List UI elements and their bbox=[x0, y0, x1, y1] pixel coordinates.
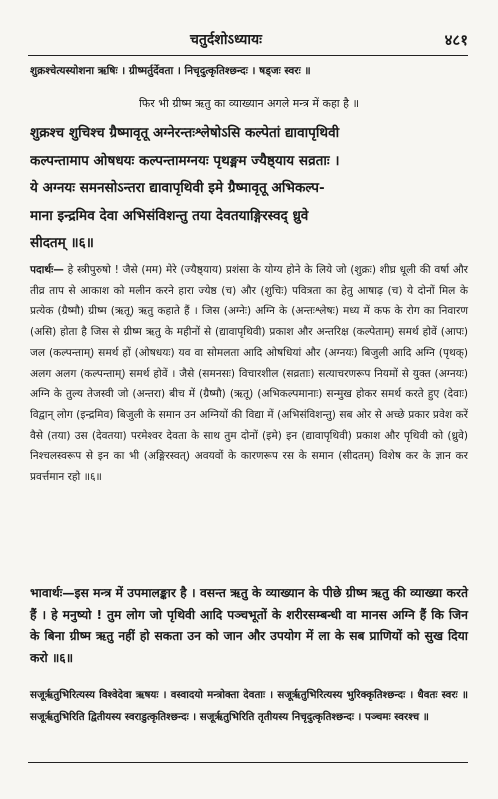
mantra-line: ये अग्नयः समनसोऽन्तरा द्यावापृथिवी इमे ग्रैष्मावृतू अभिकल्प- bbox=[30, 180, 325, 196]
mantra-line: सीदतम् ॥६॥ bbox=[30, 235, 94, 251]
mantra-block bbox=[30, 120, 470, 258]
mantra-line: कल्पन्तामाप ओषधयः कल्पन्तामग्नयः पृथङ्मम ज्यैष्ठ्याय सव्रताः । bbox=[30, 152, 340, 169]
page-header bbox=[0, 30, 498, 52]
rishi-devata-line: शुक्रश्चेत्यस्योशना ऋषिः । ग्रीष्मर्तुर्देवता । निचृदुत्कृतिश्छन्दः । षड्जः स्वरः ॥ bbox=[30, 65, 311, 77]
intro-line: फिर भी ग्रीष्म ऋतु का व्याख्यान अगले मन्त्र में कहा है ॥ bbox=[138, 97, 360, 110]
padartha-label: पदार्थः— bbox=[30, 264, 64, 276]
padartha-section bbox=[30, 260, 468, 488]
bhavartha-paragraph bbox=[30, 583, 468, 669]
padartha-text: हे स्त्रीपुरुषो ! जैसे (मम) मेरे (ज्यैष्ठ्याय) प्रशंसा के योग्य होने के लिये जो (शुक्रः) शीघ्र धूली की वर्षा और तीव्र ताप से आकाश को मलीन करने हारा ज्येष्ठ (च) और (शुचिः) पवित्रता का हेतु आषाढ़ (च) ये दोनों मिल के प्रत्येक (ग्रैष्मौ) ग्रीष्म (ऋतू) ऋतु कहाते हैं । जिस (अग्नेः) अग्नि के (अन्तःश्लेषः) मध्य में कफ के रोग का निवारण (असि) होता है जिस से ग्रीष्म ऋतु के महीनों से (द्यावापृथिवी) प्रकाश और अन्तरिक्ष (कल्पेताम्) समर्थ होवें (आपः) जल (कल्पन्ताम्) समर्थ हों (ओषधयः) यव वा सोमलता आदि ओषधियां और (अग्नयः) बिजुली आदि अग्नि (पृथक्) अलग अलग (कल्पन्ताम्) समर्थ होवें । जैसे (समनसः) विचारशील (सव्रताः) सत्याचरणरूप नियमों से युक्त (अग्नयः) अग्नि के तुल्य तेजस्वी जो (अन्तरा) बीच में (ग्रैष्मौ) (ऋतू) (अभिकल्पमानाः) सन्मुख होकर समर्थ करते हुए (देवाः) विद्वान् लोग (इन्द्रमिव) बिजुली के समान उन अग्नियों की विद्या में (अभिसंविशन्तु) सब ओर से अच्छे प्रकार प्रवेश करें वैसे (तया) उस (देवतया) परमेश्वर देवता के साथ तुम दोनों (इमे) इन (द्यावापृथिवी) प्रकाश और पृथिवी को (ध्रुवे) निश्चलस्वरूप से इन का भी (अङ्गिरस्वत्) अवयवों के कारणरूप रस के समान (सीदतम्) विशेष कर के ज्ञान कर प्रवर्त्तमान रहो ॥६॥ bbox=[30, 264, 469, 484]
bhavartha-text: इस मन्त्र में उपमालङ्कार है । वसन्त ऋतु के व्याख्यान के पीछे ग्रीष्म ऋतु की व्याख्या करते हैं । हे मनुष्यो ! तुम लोग जो पृथिवी आदि पञ्चभूतों के शरीरसम्बन्धी वा मानस अग्नि हैं कि जिन के बिना ग्रीष्म ऋतु नहीं हो सकता उन को जान और उपयोग में ला के सब प्राणियों को सुख दिया करो ॥६॥ bbox=[30, 586, 468, 665]
chapter-title: चतुर्दशोऽध्यायः bbox=[190, 32, 262, 48]
header-divider bbox=[28, 55, 468, 56]
mantra-line: शुक्रश्च शुचिश्च ग्रैष्मावृतू अग्नेरन्तःश्लेषोऽसि कल्पेतां द्यावापृथिवी bbox=[30, 125, 340, 141]
footer-divider bbox=[28, 762, 468, 763]
padartha-paragraph bbox=[30, 260, 468, 488]
mantra-line: माना इन्द्रमिव देवा अभिसंविशन्तु तया देवतयाङ्गिरस्वद् ध्रुवे bbox=[30, 207, 309, 224]
bhavartha-label: भावार्थः— bbox=[30, 586, 75, 600]
page-number: ४८१ bbox=[444, 31, 468, 49]
notes-text: सजूर्ऋतुभिरित्यस्य विश्वेदेवा ऋषयः । वस्वादयो मन्त्रोक्ता देवताः । सजूर्ऋतुभिरित्यस्य भुरिक्कृतिश्छन्दः । धैवतः स्वरः ॥ सजूर्ऋतुभिरिति द्वितीयस्य स्वराडुत्कृतिश्छन्दः । सजूर्ऋतुभिरिति तृतीयस्य निचृदुत्कृतिश्छन्दः । पञ्चमः स्वरश्च ॥ bbox=[30, 689, 468, 723]
bhavartha-section bbox=[30, 583, 468, 669]
next-mantra-notes bbox=[30, 685, 468, 728]
